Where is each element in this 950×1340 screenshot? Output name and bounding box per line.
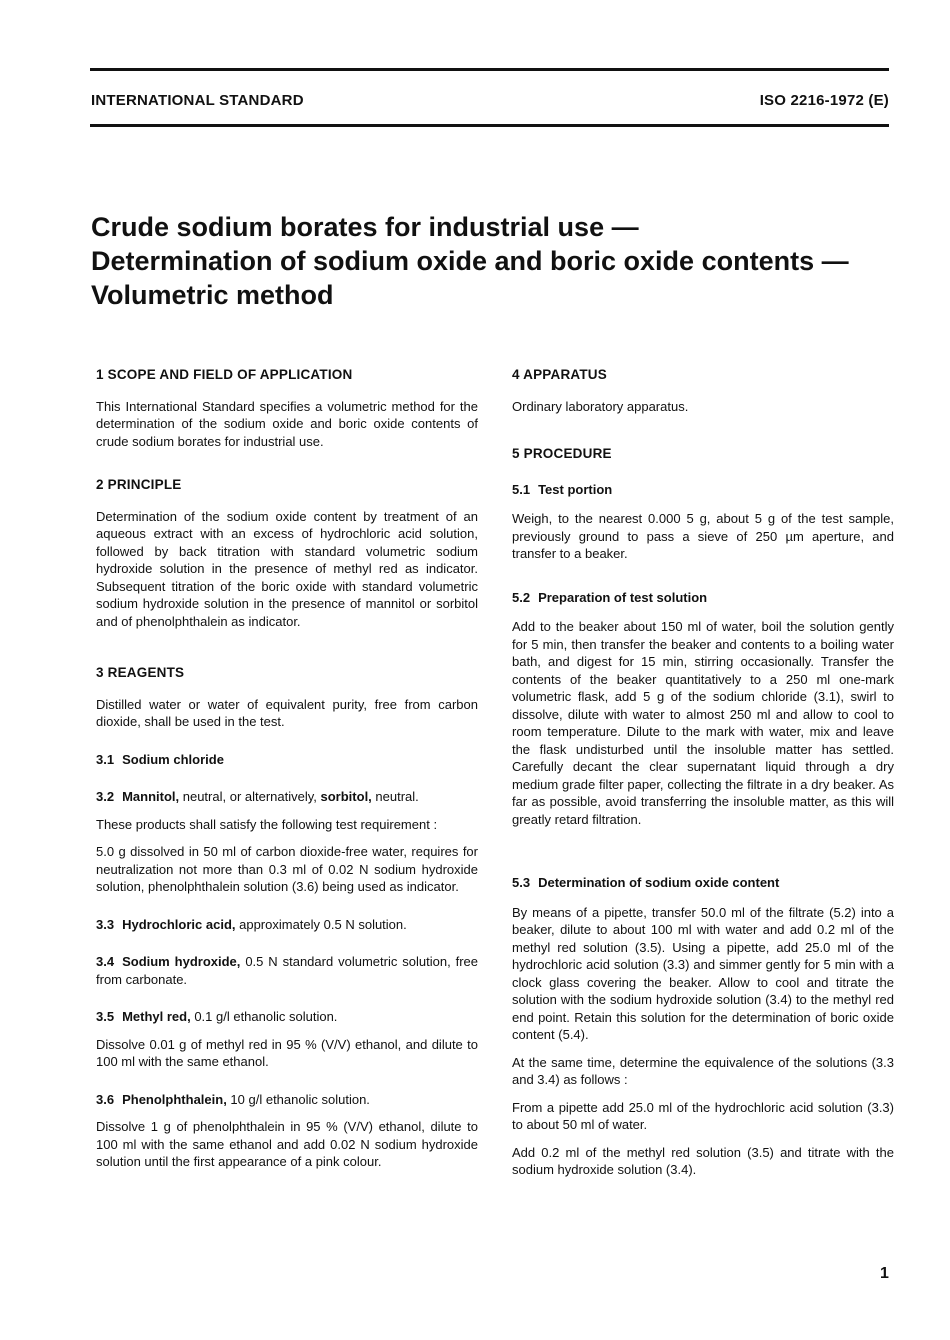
- procedure-5-2: [512, 589, 894, 607]
- procedure-5-3-text-4: Add 0.2 ml of the methyl red solution (3.5) and titrate with the sodium hydroxide solution (3.4).: [512, 1144, 894, 1177]
- reagent-3-4-name: Sodium hydroxide,: [122, 954, 241, 969]
- procedure-5-1-title: Test portion: [538, 481, 613, 497]
- reagent-3-1-name: Sodium chloride: [122, 751, 224, 767]
- procedure-5-3-number: 5.3: [512, 875, 531, 890]
- title-line-3: Volumetric method: [91, 280, 334, 310]
- procedure-5-3-text-1: By means of a pipette, transfer 50.0 ml of the filtrate (5.2) into a beaker, dilute to about 100 ml with water and add 0.2 ml of the methyl red solution (3.5). Using a pipette, add 25.0 ml of the hydrochloric acid solution (3.3) and simmer gently for 5 min with a clock glass covering the beaker. Allow to cool and titrate the solution with the sodium hydroxide solution (3.4) to the methyl red end point. Retain this solution for the determination of boric oxide content (5.4).: [512, 904, 894, 1042]
- document-title: [91, 210, 911, 312]
- reagent-3-4: [96, 953, 478, 988]
- procedure-5-2-title: Preparation of test solution: [538, 589, 708, 605]
- procedure-5-3-text-2: At the same time, determine the equivalence of the solutions (3.3 and 3.4) as follows :: [512, 1054, 894, 1087]
- procedure-5-3-text-3: From a pipette add 25.0 ml of the hydrochloric acid solution (3.3) to about 50 ml of water.: [512, 1099, 894, 1132]
- reagent-3-2-requirement: These products shall satisfy the following test requirement :: [96, 816, 438, 832]
- reagent-3-6-name: Phenolphthalein,: [122, 1091, 227, 1107]
- page-number: 1: [880, 1265, 889, 1282]
- section-1-text: This International Standard specifies a volumetric method for the determination of the sodium oxide and boric oxide contents of crude sodium borates for industrial use.: [96, 398, 478, 449]
- reagent-3-5: [96, 1008, 478, 1026]
- reagent-3-2-test: 5.0 g dissolved in 50 ml of carbon dioxide-free water, requires for neutralization not more than 0.3 ml of 0.02 N sodium hydroxide solution, phenolphthalein solution (3.6) being used as indicator.: [96, 844, 478, 894]
- left-column: [96, 366, 478, 1171]
- procedure-5-1: [512, 481, 894, 499]
- header-standard-type: INTERNATIONAL STANDARD: [91, 92, 304, 109]
- section-3-heading: 3 REAGENTS: [96, 665, 185, 680]
- reagent-3-3: [96, 916, 478, 934]
- section-5-heading: 5 PROCEDURE: [512, 446, 612, 461]
- reagent-3-5-name: Methyl red,: [122, 1009, 191, 1024]
- title-line-2: Determination of sodium oxide and boric oxide contents —: [91, 246, 849, 276]
- reagent-3-1: [96, 751, 478, 769]
- reagent-3-3-desc: approximately 0.5 N solution.: [235, 916, 407, 932]
- header-bottom-rule: [90, 124, 889, 127]
- right-column: [512, 366, 894, 1179]
- reagent-3-2: [96, 788, 478, 806]
- procedure-5-2-text: Add to the beaker about 150 ml of water, boil the solution gently for 5 min, then transfer the beaker and contents to a boiling water bath, and digest for 15 min, stirring occasionally. Transfer the contents of the beaker quantitatively to a 250 ml one-mark volumetric flask, add 5 g of the sodium chloride (3.1), swirl to dissolve, dilute with water to almost 250 ml and allow to cool to room temperature. Dilute to the mark with water, mix and leave the flask undisturbed until the insoluble matter has settled. Carefully decant the clear supernatant liquid through a dry medium grade filter paper, collecting the filtrate in a dry beaker. As far as possible, avoid transferring the insoluble matter, as this will greatly retard filtration.: [512, 619, 894, 827]
- procedure-5-3-title: Determination of sodium oxide content: [538, 875, 780, 890]
- procedure-5-1-text: Weigh, to the nearest 0.000 5 g, about 5 g of the test sample, previously ground to pass a sieve of 250 µm aperture, and transfer to a beaker.: [512, 511, 894, 561]
- reagent-3-5-text: Dissolve 0.01 g of methyl red in 95 % (V/V) ethanol, and dilute to 100 ml with the same ethanol.: [96, 1036, 478, 1069]
- title-line-1: Crude sodium borates for industrial use —: [91, 212, 639, 242]
- reagent-3-6-text: Dissolve 1 g of phenolphthalein in 95 % (V/V) ethanol, dilute to 100 ml with the same ethanol and add 0.02 N sodium hydroxide solution until the first appearance of a pink colour.: [96, 1119, 478, 1169]
- procedure-5-1-number: 5.1: [512, 481, 531, 497]
- reagent-3-3-number: 3.3: [96, 916, 115, 932]
- reagent-3-1-number: 3.1: [96, 751, 115, 767]
- top-rule: [90, 68, 889, 71]
- reagent-3-5-number: 3.5: [96, 1009, 115, 1024]
- header-standard-number: ISO 2216-1972 (E): [759, 92, 889, 109]
- reagent-3-3-name: Hydrochloric acid,: [122, 916, 236, 932]
- reagent-3-2-name-sorbitol: sorbitol,: [320, 789, 372, 804]
- procedure-5-2-number: 5.2: [512, 589, 531, 605]
- reagent-3-4-number: 3.4: [96, 954, 115, 969]
- section-4-text: Ordinary laboratory apparatus.: [512, 398, 689, 414]
- reagent-3-2-middle: neutral, or alternatively,: [179, 789, 321, 804]
- section-3-text: Distilled water or water of equivalent purity, free from carbon dioxide, shall be used in the test.: [96, 696, 478, 729]
- reagent-3-6: [96, 1091, 478, 1109]
- section-2-heading: 2 PRINCIPLE: [96, 477, 182, 492]
- reagent-3-6-desc: 10 g/l ethanolic solution.: [226, 1091, 370, 1107]
- reagent-3-4-desc: 0.5 N standard volumetric solution, free from carbonate.: [96, 954, 479, 987]
- section-4-heading: 4 APPARATUS: [512, 367, 607, 382]
- reagent-3-2-name-mannitol: Mannitol,: [122, 789, 180, 804]
- reagent-3-6-number: 3.6: [96, 1091, 115, 1107]
- section-2-text: Determination of the sodium oxide content by treatment of an aqueous extract with an excess of hydrochloric acid solution, followed by back titration with standard volumetric sodium hydroxide solution in the presence of methyl red as indicator. Subsequent titration of the boric oxide with standard volumetric sodium hydroxide solution in the presence of mannitol or sorbitol and of phenolphthalein as indicator.: [96, 508, 478, 629]
- procedure-5-3: [512, 874, 894, 892]
- reagent-3-5-desc: 0.1 g/l ethanolic solution.: [190, 1009, 338, 1024]
- reagent-3-2-number: 3.2: [96, 789, 115, 804]
- section-1-heading: 1 SCOPE AND FIELD OF APPLICATION: [96, 367, 353, 382]
- reagent-3-2-end: neutral.: [371, 789, 419, 804]
